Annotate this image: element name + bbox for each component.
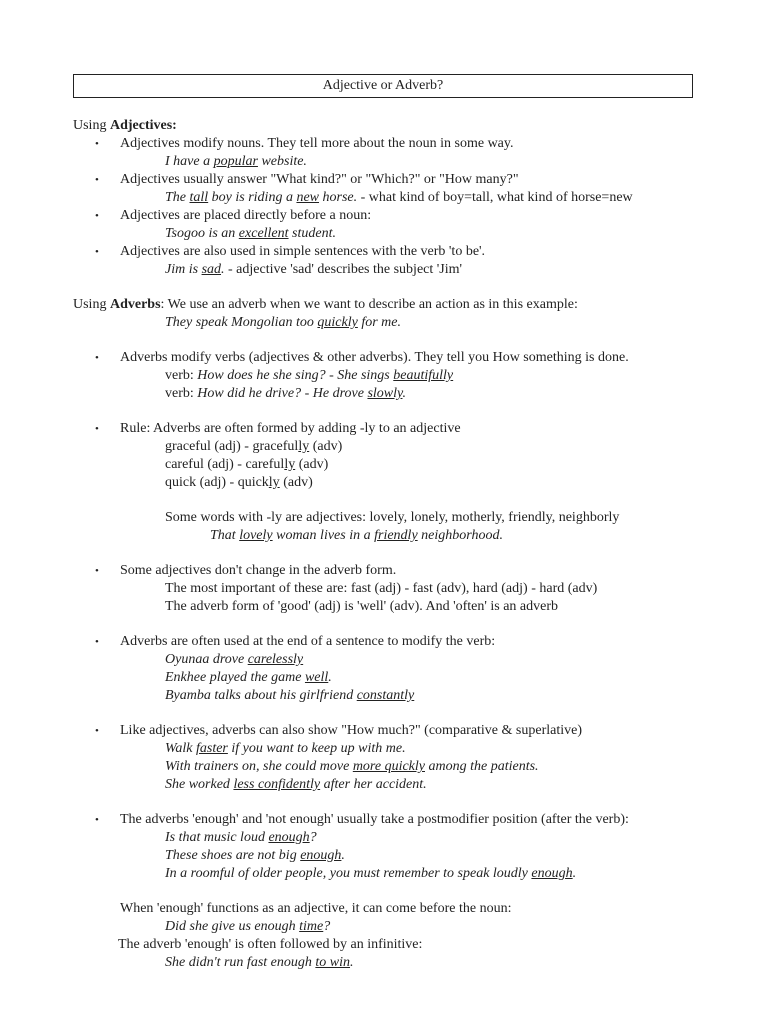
enough-adjective-example: Did she give us enough time? bbox=[165, 919, 331, 934]
bullet: • bbox=[95, 725, 99, 737]
bullet: • bbox=[95, 565, 99, 577]
adv-bullet-6: The adverbs 'enough' and 'not enough' usually take a postmodifier position (after the verb): bbox=[120, 812, 629, 827]
adv-bullet-5-example-1: Walk faster if you want to keep up with me. bbox=[165, 741, 406, 756]
adv-bullet-3: Some adjectives don't change in the adverb form. bbox=[120, 563, 397, 578]
adverbs-heading: Using Adverbs: We use an adverb when we want to describe an action as in this example: bbox=[73, 297, 578, 312]
adv-bullet-5: Like adjectives, adverbs can also show "How much?" (comparative & superlative) bbox=[120, 723, 582, 738]
page-title: Adjective or Adverb? bbox=[73, 74, 693, 98]
bullet: • bbox=[95, 138, 99, 150]
adv-bullet-3-line-2: The adverb form of 'good' (adj) is 'well' (adv). And 'often' is an adverb bbox=[165, 599, 559, 614]
bullet: • bbox=[95, 814, 99, 826]
ly-adjectives-example: That lovely woman lives in a friendly neighborhood. bbox=[210, 528, 503, 543]
adv-bullet-5-example-3: She worked less confidently after her accident. bbox=[165, 777, 427, 792]
adjectives-heading: Using Adjectives: bbox=[73, 118, 177, 133]
ly-adjectives-note: Some words with -ly are adjectives: lovely, lonely, motherly, friendly, neighborly bbox=[165, 510, 620, 525]
adv-verb-example-1: verb: How does he she sing? - She sings beautifully bbox=[165, 368, 454, 383]
adv-bullet-5-example-2: With trainers on, she could move more quickly among the patients. bbox=[165, 759, 539, 774]
adv-rule-example-1: graceful (adj) - gracefully (adv) bbox=[165, 439, 343, 454]
bullet: • bbox=[95, 174, 99, 186]
bullet: • bbox=[95, 246, 99, 258]
bullet: • bbox=[95, 210, 99, 222]
adj-bullet-2: Adjectives usually answer "What kind?" or "Which?" or "How many?" bbox=[120, 172, 519, 187]
adj-example-2: The tall boy is riding a new horse. - what kind of boy=tall, what kind of horse=new bbox=[165, 190, 633, 205]
adv-example-0: They speak Mongolian too quickly for me. bbox=[165, 315, 402, 330]
adv-rule-example-3: quick (adj) - quickly (adv) bbox=[165, 475, 313, 490]
adj-bullet-3: Adjectives are placed directly before a noun: bbox=[120, 208, 372, 223]
adj-bullet-4: Adjectives are also used in simple sentences with the verb 'to be'. bbox=[120, 244, 486, 259]
adv-bullet-4-example-1: Oyunaa drove carelessly bbox=[165, 652, 304, 667]
adv-bullet-6-example-3: In a roomful of older people, you must remember to speak loudly enough. bbox=[165, 866, 577, 881]
adj-example-1: I have a popular website. bbox=[165, 154, 307, 169]
adv-verb-example-2: verb: How did he drive? - He drove slowly. bbox=[165, 386, 406, 401]
adv-bullet-6-example-2: These shoes are not big enough. bbox=[165, 848, 345, 863]
adv-rule-example-2: careful (adj) - carefully (adv) bbox=[165, 457, 329, 472]
adv-bullet-6-example-1: Is that music loud enough? bbox=[165, 830, 317, 845]
adj-example-3: Tsogoo is an excellent student. bbox=[165, 226, 336, 241]
adv-bullet-4-example-2: Enkhee played the game well. bbox=[165, 670, 332, 685]
enough-adjective-note: When 'enough' functions as an adjective, it can come before the noun: bbox=[120, 901, 512, 916]
enough-infinitive-example: She didn't run fast enough to win. bbox=[165, 955, 354, 970]
bullet: • bbox=[95, 352, 99, 364]
enough-infinitive-note: The adverb 'enough' is often followed by an infinitive: bbox=[118, 937, 423, 952]
adv-bullet-1: Adverbs modify verbs (adjectives & other adverbs). They tell you How something is done. bbox=[120, 350, 629, 365]
adj-bullet-1: Adjectives modify nouns. They tell more about the noun in some way. bbox=[120, 136, 514, 151]
bullet: • bbox=[95, 423, 99, 435]
adv-bullet-4: Adverbs are often used at the end of a sentence to modify the verb: bbox=[120, 634, 496, 649]
adj-example-4: Jim is sad. - adjective 'sad' describes the subject 'Jim' bbox=[165, 262, 463, 277]
adv-bullet-4-example-3: Byamba talks about his girlfriend constantly bbox=[165, 688, 415, 703]
adv-bullet-3-line-1: The most important of these are: fast (adj) - fast (adv), hard (adj) - hard (adv) bbox=[165, 581, 598, 596]
bullet: • bbox=[95, 636, 99, 648]
adv-bullet-2: Rule: Adverbs are often formed by adding -ly to an adjective bbox=[120, 421, 461, 436]
